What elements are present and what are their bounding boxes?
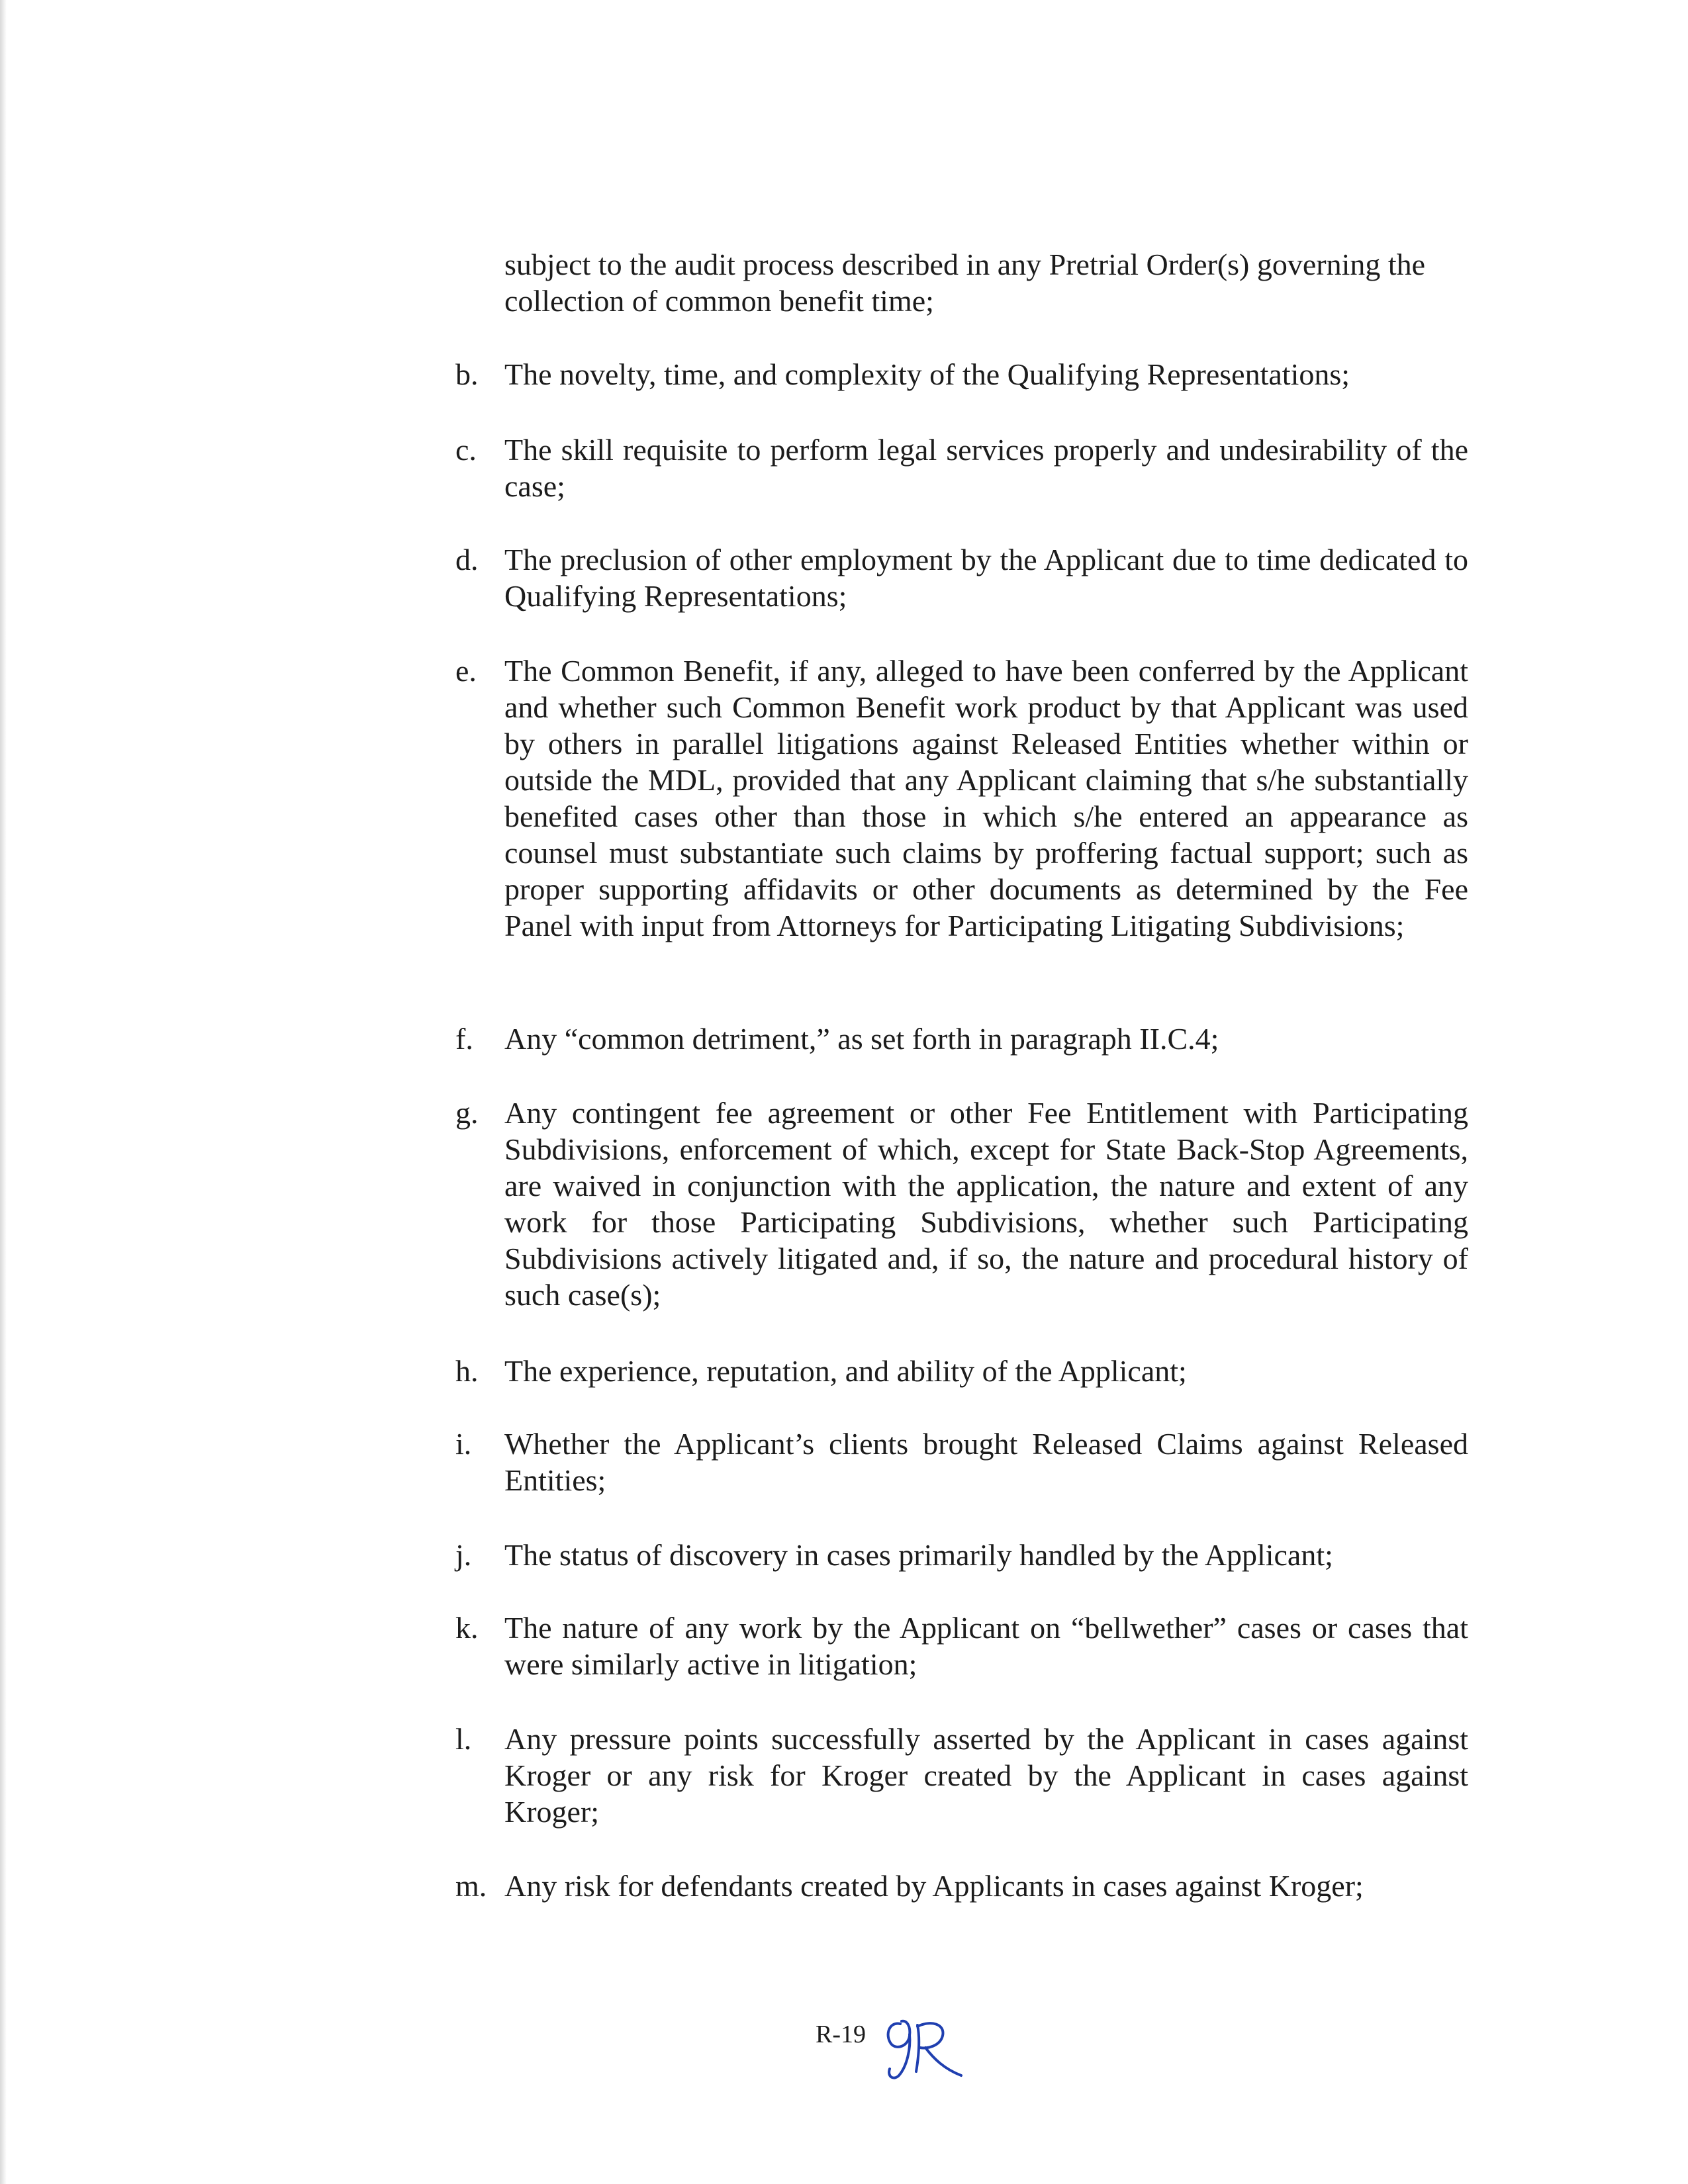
continuation-text: subject to the audit process described in any Pretrial Order(s) governing the collection of common benefit time;	[504, 248, 1426, 318]
list-item-l	[455, 1721, 1470, 1830]
list-item-k	[455, 1610, 1470, 1682]
page-number: R-19	[816, 2021, 866, 2048]
list-item-text: Any contingent fee agreement or other Fee Entitlement with Participating Subdivisions, enforcement of which, except for State Back-Stop Agreements, are waived in conjunction with the application, the nature and extent of any work for those Participating Subdivisions, whether such Participating Subdivisions actively litigated and, if so, the nature and procedural history of such case(s);	[504, 1096, 1468, 1312]
list-marker: b.	[455, 357, 479, 391]
list-item-text: The Common Benefit, if any, alleged to have been conferred by the Applicant and whether such Common Benefit work product by that Applicant was used by others in parallel litigations against Released Entities whether within or outside the MDL, provided that any Applicant claiming that s/he substantially benefited cases other than those in which s/he entered an appearance as counsel must substantiate such claims by proffering factual support; such as proper supporting affidavits or other documents as determined by the Fee Panel with input from Attorneys for Participating Litigating Subdivisions;	[504, 654, 1468, 942]
list-marker: l.	[455, 1722, 472, 1756]
list-item-e	[455, 653, 1470, 944]
list-item-c	[455, 432, 1470, 504]
list-marker: h.	[455, 1354, 479, 1388]
list-item-b	[455, 356, 1470, 392]
list-item-text: The novelty, time, and complexity of the Qualifying Representations;	[504, 357, 1350, 391]
list-marker: d.	[455, 543, 479, 576]
list-item-text: The nature of any work by the Applicant on “bellwether” cases or cases that were similarly active in litigation;	[504, 1611, 1468, 1681]
list-marker: k.	[455, 1611, 479, 1645]
list-item-g	[455, 1095, 1470, 1313]
list-item-text: Any “common detriment,” as set forth in paragraph II.C.4;	[504, 1022, 1219, 1056]
list-item-i	[455, 1426, 1470, 1498]
list-marker: i.	[455, 1427, 472, 1461]
list-item-d	[455, 541, 1470, 614]
list-item-j	[455, 1537, 1470, 1573]
list-item-text: The skill requisite to perform legal services properly and undesirability of the case;	[504, 433, 1468, 503]
list-marker: e.	[455, 654, 477, 688]
page-footer	[816, 2012, 974, 2091]
list-marker: f.	[455, 1022, 473, 1056]
initials-signature-icon	[880, 2012, 966, 2085]
list-item-h	[455, 1353, 1470, 1389]
list-item-text: Whether the Applicant’s clients brought Released Claims against Released Entities;	[504, 1427, 1468, 1497]
list-item-m	[455, 1868, 1470, 1904]
list-marker: m.	[455, 1869, 487, 1903]
list-item-text: Any pressure points successfully asserted by the Applicant in cases against Kroger or any risk for Kroger created by the Applicant in cases against Kroger;	[504, 1722, 1468, 1829]
list-item-text: The experience, reputation, and ability of the Applicant;	[504, 1354, 1187, 1388]
scan-edge	[0, 0, 7, 2184]
list-item-text: Any risk for defendants created by Applicants in cases against Kroger;	[504, 1869, 1364, 1903]
list-item-f	[455, 1021, 1470, 1057]
list-marker: g.	[455, 1096, 479, 1130]
list-marker: j.	[455, 1538, 472, 1572]
list-item-text: The preclusion of other employment by the Applicant due to time dedicated to Qualifying Representations;	[504, 543, 1468, 613]
list-marker: c.	[455, 433, 477, 467]
list-item-text: The status of discovery in cases primarily handled by the Applicant;	[504, 1538, 1333, 1572]
